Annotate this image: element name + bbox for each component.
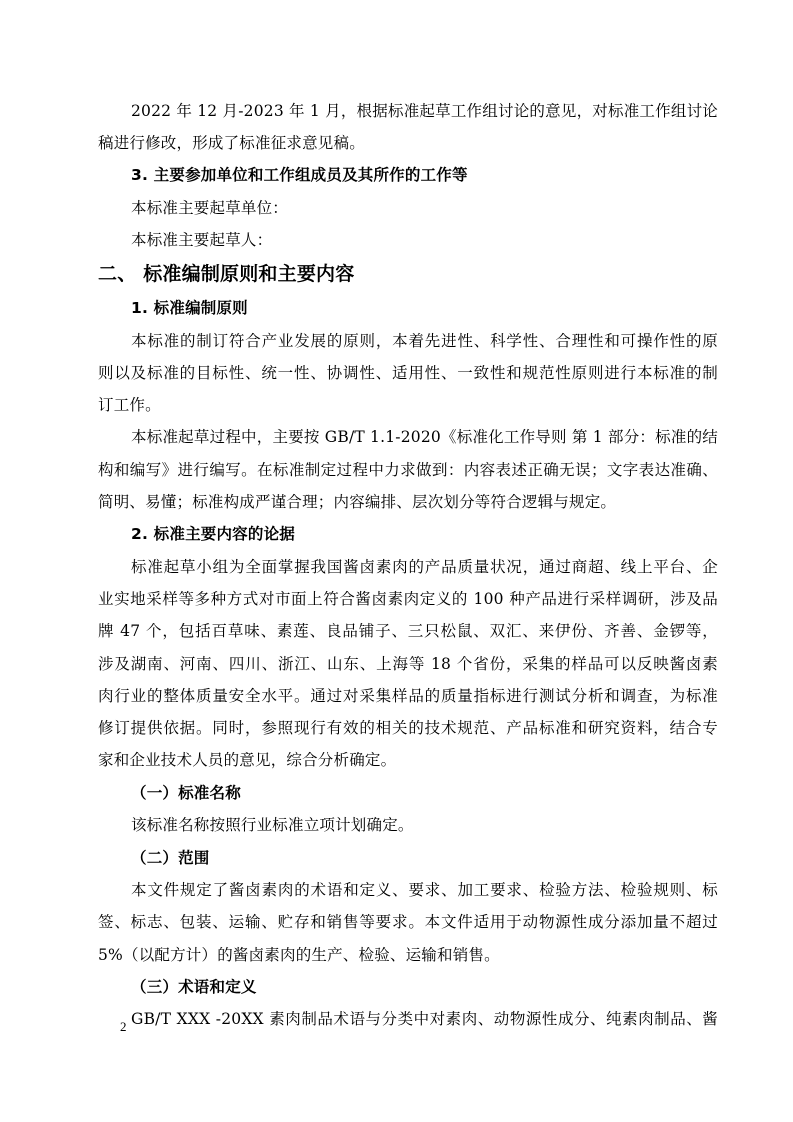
- page-number: 2: [120, 1019, 127, 1034]
- paragraph-line: 业实地采样等多种方式对市面上符合酱卤素肉定义的 100 种产品进行采样调研，涉及品: [98, 590, 718, 608]
- paragraph-line: 本标准主要起草单位：: [131, 199, 289, 217]
- paragraph-line: 涉及湖南、河南、四川、浙江、山东、上海等 18 个省份，采集的样品可以反映酱卤素: [98, 655, 718, 673]
- paragraph-line: 稿进行修改，形成了标准征求意见稿。: [98, 134, 365, 152]
- paragraph-line: 修订提供依据。同时，参照现行有效的相关的技术规范、产品标准和研究资料，结合专: [98, 719, 718, 737]
- chapter-heading: 二、 标准编制原则和主要内容: [98, 263, 355, 285]
- paragraph-line: 签、标志、包装、运输、贮存和销售等要求。本文件适用于动物源性成分添加量不超过: [98, 913, 718, 931]
- paragraph-line: 肉行业的整体质量安全水平。通过对采集样品的质量指标进行测试分析和调查，为标准: [98, 687, 718, 705]
- paragraph-line: 则以及标准的目标性、统一性、协调性、适用性、一致性和规范性原则进行本标准的制: [98, 364, 718, 382]
- paragraph-line: 订工作。: [98, 396, 161, 414]
- paragraph-line: 本标准起草过程中，主要按 GB/T 1.1-2020《标准化工作导则 第 1 部分：标准的结: [131, 428, 718, 446]
- paragraph-line: 牌 47 个，包括百草味、素莲、良品铺子、三只松鼠、双汇、来伊份、齐善、金锣等，: [98, 622, 718, 640]
- paragraph-line: 家和企业技术人员的意见，综合分析确定。: [98, 751, 397, 769]
- paragraph-line: 简明、易懂；标准构成严谨合理；内容编排、层次划分等符合逻辑与规定。: [98, 493, 617, 511]
- subsection-heading: （三）术语和定义: [131, 978, 257, 996]
- paragraph-line: 5%（以配方计）的酱卤素肉的生产、检验、运输和销售。: [98, 946, 500, 964]
- paragraph-line: 标准起草小组为全面掌握我国酱卤素肉的产品质量状况，通过商超、线上平台、企: [131, 558, 718, 576]
- paragraph-line: 本标准主要起草人：: [131, 231, 273, 249]
- paragraph-line: 构和编写》进行编写。在标准制定过程中力求做到：内容表述正确无误；文字表达准确、: [98, 461, 718, 479]
- paragraph-line: 2022 年 12 月-2023 年 1 月，根据标准起草工作组讨论的意见，对标准工作组讨论: [131, 102, 718, 120]
- section-heading: 2. 标准主要内容的论据: [131, 525, 295, 543]
- paragraph-line: GB/T XXX -20XX 素肉制品术语与分类中对素肉、动物源性成分、纯素肉制品、酱: [131, 1010, 718, 1028]
- paragraph-line: 本标准的制订符合产业发展的原则，本着先进性、科学性、合理性和可操作性的原: [131, 332, 718, 350]
- section-heading: 3. 主要参加单位和工作组成员及其所作的工作等: [131, 166, 468, 184]
- paragraph-line: 该标准名称按照行业标准立项计划确定。: [131, 816, 414, 834]
- subsection-heading: （二）范围: [131, 849, 210, 867]
- section-heading: 1. 标准编制原则: [131, 299, 248, 317]
- subsection-heading: （一）标准名称: [131, 784, 241, 802]
- paragraph-line: 本文件规定了酱卤素肉的术语和定义、要求、加工要求、检验方法、检验规则、标: [131, 881, 718, 899]
